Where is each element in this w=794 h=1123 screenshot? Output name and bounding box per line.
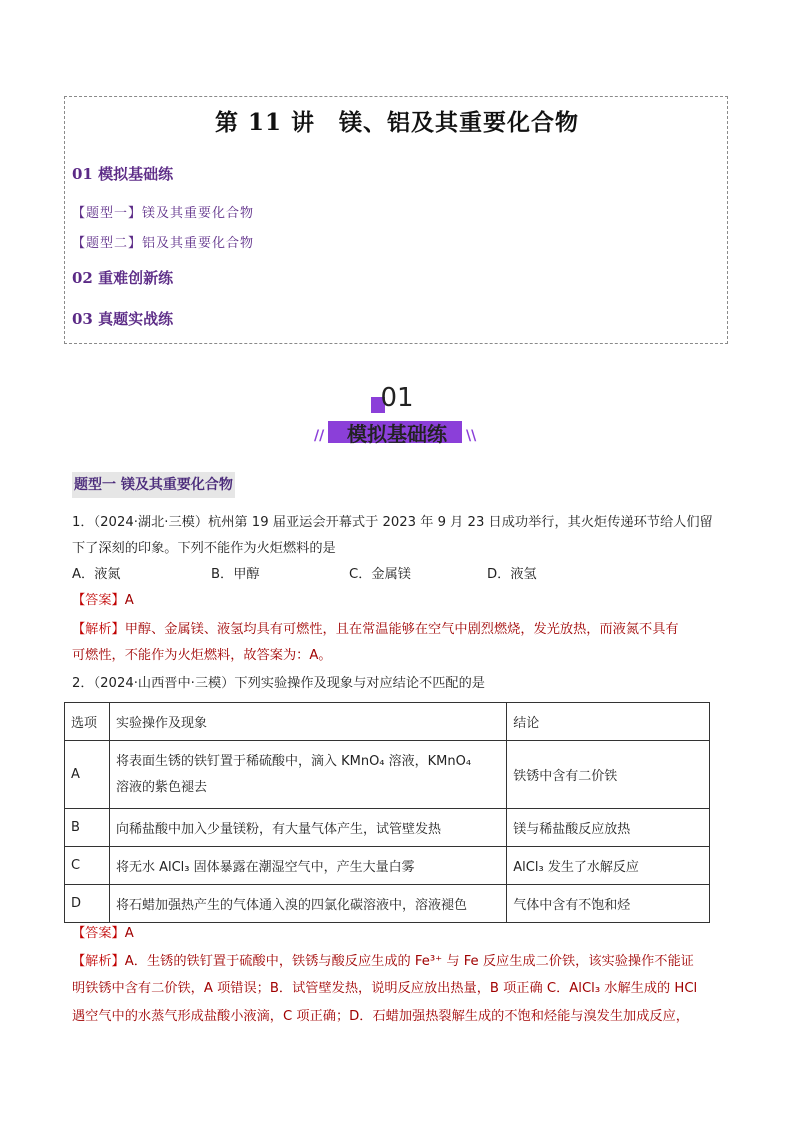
q1-answer-label: 【答案】 — [72, 593, 125, 608]
q2-analysis-line1 — [72, 949, 694, 975]
q1-analysis-line1 — [72, 617, 679, 643]
q2-analysis-text1: A．生锈的铁钉置于硫酸中，铁锈与酸反应生成的 Fe³⁺ 与 Fe 反应生成二价铁，该实验操作不能证 — [124, 954, 694, 969]
row-option: C — [65, 847, 110, 885]
toc-subitem-type1[interactable]: 【题型一】镁及其重要化合物 — [72, 206, 255, 221]
q2-analysis-label: 【解析】 — [72, 954, 125, 969]
q1-answer — [72, 588, 134, 614]
q2-analysis-line2: 明铁锈中含有二价铁，A 项错误；B．试管壁发热，说明反应放出热量，B 项正确 C．AlCl₃ 水解生成的 HCl — [72, 981, 698, 996]
q1-analysis-line2: 可燃性，不能作为火炬燃料，故答案为：A。 — [72, 648, 332, 663]
q1-stem-line1: 1．（2024·湖北·三模）杭州第 19 届亚运会开幕式于 2023 年 9 月 23 日成功举行，其火炬传递环节给人们留 — [72, 515, 713, 530]
row-conclusion: 铁锈中含有二价铁 — [507, 741, 710, 809]
q2-stem: 2．（2024·山西晋中·三模）下列实验操作及现象与对应结论不匹配的是 — [72, 676, 485, 691]
q1-option-c: C．金属镁 — [349, 567, 411, 582]
toc-item-03[interactable]: 03 真题实战练 — [72, 310, 174, 328]
q2-table — [64, 702, 710, 923]
row-conclusion: 镁与稀盐酸反应放热 — [507, 809, 710, 847]
topic-header: 题型一 镁及其重要化合物 — [72, 472, 235, 498]
q1-option-a: A．液氮 — [72, 567, 121, 582]
table-row — [65, 741, 710, 809]
header-operation: 实验操作及现象 — [109, 703, 506, 741]
row-operation: 向稀盐酸中加入少量镁粉，有大量气体产生，试管壁发热 — [109, 809, 506, 847]
table-header-row — [65, 703, 710, 741]
q1-analysis-label: 【解析】 — [72, 622, 125, 637]
row-operation-line1: 将表面生锈的铁钉置于稀硫酸中，滴入 KMnO₄ 溶液，KMnO₄ — [115, 753, 472, 769]
q2-answer-value: A — [124, 926, 134, 941]
section-number: 01 — [380, 383, 414, 413]
header-option: 选项 — [65, 703, 110, 741]
toc-item-01[interactable]: 01 模拟基础练 — [72, 165, 174, 183]
toc-subitem-type2[interactable]: 【题型二】铝及其重要化合物 — [72, 236, 255, 251]
row-operation-line2: 溶液的紫色褪去 — [115, 779, 207, 795]
q1-option-b: B．甲醇 — [211, 567, 260, 582]
q1-answer-value: A — [124, 593, 134, 608]
q1-stem-line2: 下了深刻的印象。下列不能作为火炬燃料的是 — [72, 541, 336, 556]
row-option: B — [65, 809, 110, 847]
row-operation: 将石蜡加强热产生的气体通入溴的四氯化碳溶液中，溶液褪色 — [109, 885, 506, 923]
header-conclusion: 结论 — [507, 703, 710, 741]
right-slash-decoration: \\ — [466, 428, 477, 444]
q1-option-d: D．液氢 — [487, 567, 537, 582]
section-title: 模拟基础练 — [347, 422, 447, 446]
q2-answer-label: 【答案】 — [72, 926, 125, 941]
toc-item-02[interactable]: 02 重难创新练 — [72, 269, 174, 287]
row-operation: 将无水 AlCl₃ 固体暴露在潮湿空气中，产生大量白雾 — [109, 847, 506, 885]
row-option: D — [65, 885, 110, 923]
row-option: A — [65, 741, 110, 809]
row-conclusion: AlCl₃ 发生了水解反应 — [507, 847, 710, 885]
document-title: 第 11 讲 镁、铝及其重要化合物 — [214, 109, 580, 136]
row-conclusion: 气体中含有不饱和烃 — [507, 885, 710, 923]
table-row — [65, 847, 710, 885]
left-slash-decoration: // — [314, 428, 325, 444]
q1-analysis-text1: 甲醇、金属镁、液氢均具有可燃性，且在常温能够在空气中剧烈燃烧，发光放热，而液氮不具有 — [124, 622, 679, 637]
row-operation — [109, 741, 506, 809]
table-row — [65, 809, 710, 847]
q2-answer — [72, 921, 134, 947]
table-row — [65, 885, 710, 923]
q2-analysis-line3: 遇空气中的水蒸气形成盐酸小液滴，C 项正确；D．石蜡加强热裂解生成的不饱和烃能与溴发生加成反应， — [72, 1009, 689, 1024]
